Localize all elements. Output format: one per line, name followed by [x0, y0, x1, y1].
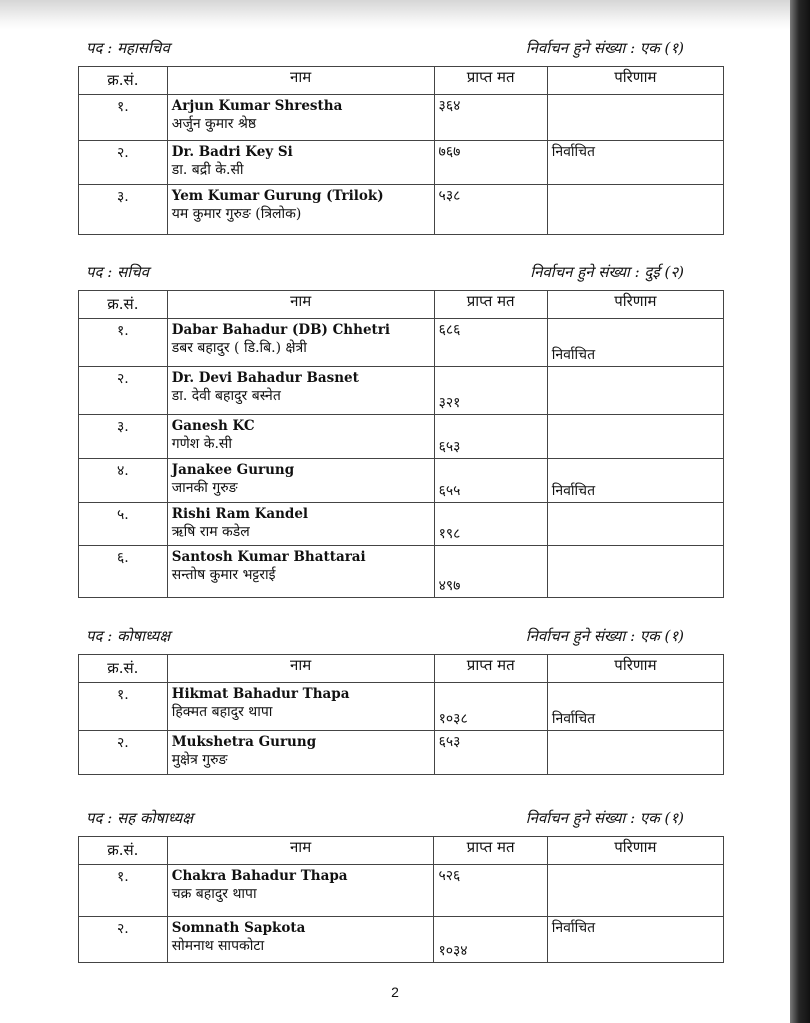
name-english: Somnath Sapkota [171, 920, 306, 936]
votes-received [434, 917, 547, 963]
seats-count: निर्वाचन हुने संख्या : एक (१) [525, 39, 684, 57]
table-row [79, 683, 724, 731]
candidate-name [167, 865, 434, 917]
serial-number: ३. [79, 185, 168, 235]
votes-received [434, 865, 547, 917]
seats-count: निर्वाचन हुने संख्या : दुई (२) [530, 263, 684, 281]
votes-value: ६५३ [438, 439, 461, 455]
serial-number: २. [79, 917, 168, 963]
result-value: निर्वाचित [551, 347, 596, 363]
name-english: Yem Kumar Gurung (Trilok) [171, 188, 384, 204]
table-row [79, 141, 724, 185]
table-row [79, 865, 724, 917]
votes-value: ६५५ [438, 483, 461, 499]
name-nepali: गणेश के.सी [171, 436, 233, 452]
name-nepali: हिक्मत बहादुर थापा [171, 704, 273, 720]
name-nepali: डा. देवी बहादुर बस्नेत [171, 388, 281, 404]
serial-number: २. [79, 141, 168, 185]
result-cell [547, 367, 723, 415]
name-nepali: डा. बद्री के.सी [171, 162, 244, 178]
header-votes: प्राप्त मत [434, 291, 547, 319]
result-cell [547, 731, 723, 775]
seats-count: निर्वाचन हुने संख्या : एक (१) [525, 809, 684, 827]
candidate-name [167, 459, 434, 503]
table-header-row [79, 655, 724, 683]
section-general-secretary [78, 32, 728, 235]
result-cell [547, 546, 723, 598]
candidate-name [167, 185, 434, 235]
header-name: नाम [167, 291, 434, 319]
table-header-row [79, 291, 724, 319]
votes-received [434, 367, 547, 415]
votes-value: ५२६ [438, 868, 461, 884]
section-header [78, 32, 728, 58]
header-name: नाम [167, 67, 434, 95]
votes-value: ५३८ [438, 188, 461, 204]
name-nepali: जानकी गुरुङ [171, 480, 238, 496]
result-value: निर्वाचित [551, 920, 596, 936]
section-header [78, 802, 728, 828]
table-row [79, 95, 724, 141]
votes-received [434, 731, 547, 775]
name-english: Dr. Badri Key Si [171, 144, 293, 160]
serial-number: १. [79, 683, 168, 731]
name-nepali: मुक्षेत्र गुरुङ [171, 752, 228, 768]
votes-received [434, 95, 547, 141]
results-table [78, 66, 724, 235]
result-cell [547, 415, 723, 459]
header-sn: क्र.सं. [79, 291, 168, 319]
table-header-row [79, 837, 724, 865]
name-english: Rishi Ram Kandel [171, 506, 309, 522]
result-cell [547, 459, 723, 503]
name-nepali: अर्जुन कुमार श्रेष्ठ [171, 116, 257, 132]
name-english: Ganesh KC [171, 418, 255, 434]
name-nepali: चक्र बहादुर थापा [171, 886, 257, 902]
candidate-name [167, 367, 434, 415]
header-votes: प्राप्त मत [434, 655, 547, 683]
name-nepali: सोमनाथ सापकोटा [171, 938, 265, 954]
header-result: परिणाम [547, 837, 723, 865]
section-secretary [78, 256, 728, 598]
name-nepali: यम कुमार गुरुङ (त्रिलोक) [171, 206, 302, 222]
table-row [79, 319, 724, 367]
candidate-name [167, 546, 434, 598]
results-table [78, 836, 724, 963]
name-english: Mukshetra Gurung [171, 734, 317, 750]
name-english: Dr. Devi Bahadur Basnet [171, 370, 359, 386]
table-row [79, 459, 724, 503]
table-row [79, 503, 724, 546]
serial-number: ३. [79, 415, 168, 459]
result-cell [547, 683, 723, 731]
votes-received [434, 546, 547, 598]
header-votes: प्राप्त मत [434, 67, 547, 95]
serial-number: ६. [79, 546, 168, 598]
post-title: पद : सचिव [86, 263, 149, 281]
results-table [78, 654, 724, 775]
serial-number: २. [79, 367, 168, 415]
serial-number: ५. [79, 503, 168, 546]
results-table [78, 290, 724, 598]
section-joint-treasurer [78, 802, 728, 963]
result-cell [547, 141, 723, 185]
table-header-row [79, 67, 724, 95]
table-row [79, 917, 724, 963]
result-cell [547, 95, 723, 141]
table-row [79, 185, 724, 235]
post-title: पद : महासचिव [86, 39, 170, 57]
votes-value: ७६७ [438, 144, 461, 160]
header-result: परिणाम [547, 291, 723, 319]
votes-value: ६८६ [438, 322, 461, 338]
result-value: निर्वाचित [551, 711, 596, 727]
header-sn: क्र.सं. [79, 655, 168, 683]
votes-value: ४९७ [438, 578, 461, 594]
votes-value: ३२१ [438, 395, 461, 411]
name-english: Janakee Gurung [171, 462, 295, 478]
votes-received [434, 415, 547, 459]
name-nepali: सन्तोष कुमार भट्टराई [171, 567, 276, 583]
header-name: नाम [167, 655, 434, 683]
result-cell [547, 319, 723, 367]
name-english: Hikmat Bahadur Thapa [171, 686, 350, 702]
table-row [79, 546, 724, 598]
page-top-shadow [0, 0, 810, 30]
votes-value: ३६४ [438, 98, 461, 114]
table-row [79, 367, 724, 415]
result-cell [547, 503, 723, 546]
candidate-name [167, 319, 434, 367]
serial-number: १. [79, 95, 168, 141]
header-sn: क्र.सं. [79, 67, 168, 95]
candidate-name [167, 917, 434, 963]
page-number: 2 [391, 984, 399, 1000]
votes-value: १०३४ [438, 943, 468, 959]
votes-value: ६५३ [438, 734, 461, 750]
votes-value: १०३८ [438, 711, 468, 727]
header-result: परिणाम [547, 655, 723, 683]
votes-received [434, 141, 547, 185]
candidate-name [167, 141, 434, 185]
name-english: Arjun Kumar Shrestha [171, 98, 343, 114]
table-row [79, 415, 724, 459]
result-value: निर्वाचित [551, 483, 596, 499]
section-header [78, 256, 728, 282]
votes-received [434, 185, 547, 235]
candidate-name [167, 731, 434, 775]
votes-received [434, 683, 547, 731]
name-english: Santosh Kumar Bhattarai [171, 549, 366, 565]
candidate-name [167, 95, 434, 141]
header-name: नाम [167, 837, 434, 865]
header-result: परिणाम [547, 67, 723, 95]
name-english: Chakra Bahadur Thapa [171, 868, 348, 884]
result-cell [547, 917, 723, 963]
result-cell [547, 185, 723, 235]
post-title: पद : कोषाध्यक्ष [86, 627, 171, 645]
section-header [78, 620, 728, 646]
votes-received [434, 459, 547, 503]
candidate-name [167, 683, 434, 731]
table-row [79, 731, 724, 775]
name-nepali: ऋषि राम कडेल [171, 524, 250, 540]
serial-number: १. [79, 319, 168, 367]
result-value: निर्वाचित [551, 144, 596, 160]
name-nepali: डबर बहादुर ( डि.बि.) क्षेत्री [171, 340, 307, 356]
result-cell [547, 865, 723, 917]
serial-number: ४. [79, 459, 168, 503]
candidate-name [167, 415, 434, 459]
votes-value: १९८ [438, 526, 461, 542]
votes-received [434, 503, 547, 546]
post-title: पद : सह कोषाध्यक्ष [86, 809, 194, 827]
name-english: Dabar Bahadur (DB) Chhetri [171, 322, 391, 338]
section-treasurer [78, 620, 728, 775]
serial-number: २. [79, 731, 168, 775]
votes-received [434, 319, 547, 367]
header-sn: क्र.सं. [79, 837, 168, 865]
seats-count: निर्वाचन हुने संख्या : एक (१) [525, 627, 684, 645]
header-votes: प्राप्त मत [434, 837, 547, 865]
serial-number: १. [79, 865, 168, 917]
scroll-edge-bar [790, 0, 810, 1023]
candidate-name [167, 503, 434, 546]
